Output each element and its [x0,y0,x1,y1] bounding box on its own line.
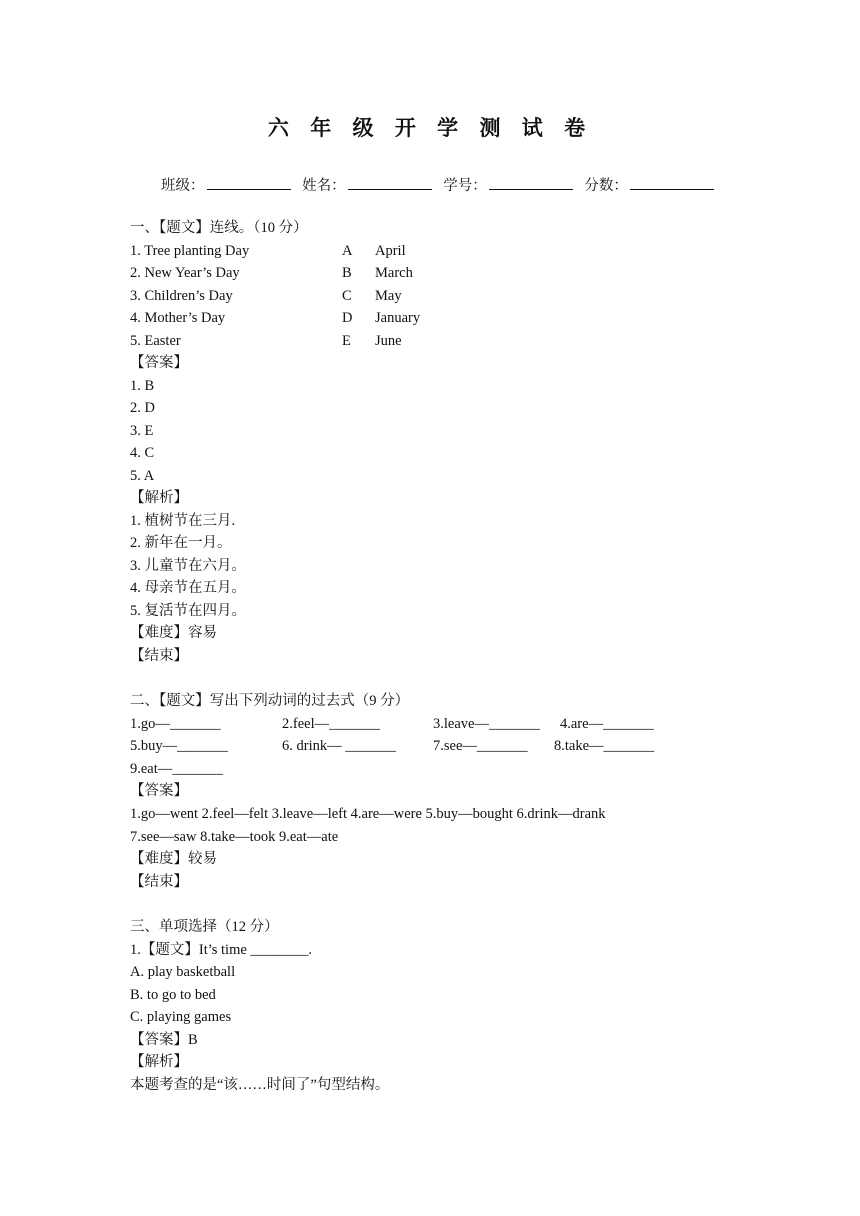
page-title: 六 年 级 开 学 测 试 卷 [267,116,593,140]
section2-answer-line2: 7.see—saw 8.take—took 9.eat—ate [130,829,339,845]
section2-answer-tag: 【答案】 [130,783,188,799]
match-right-1 [342,241,406,261]
verb-item-3: 3.leave—_______ [433,716,540,732]
section1-heading: 一、【题文】连线。（10 分） [130,220,308,236]
match-left-2: 2. New Year’s Day [130,265,240,281]
match-month: January [375,310,421,326]
verb-item-7: 7.see—_______ [433,738,528,754]
section2-heading: 二、【题文】写出下列动词的过去式（9 分） [130,693,410,709]
verb-item-1: 1.go—_______ [130,716,221,732]
match-letter: E [342,333,351,349]
verb-item-4: 4.are—_______ [560,716,654,732]
verb-item-2: 2.feel—_______ [282,716,380,732]
section1-answer-1: 1. B [130,378,155,394]
verb-item-9: 9.eat—_______ [130,761,224,777]
number-label: 学号： [443,178,487,194]
score-blank[interactable] [630,177,714,190]
section3-answer: 【答案】B [130,1032,198,1048]
match-right-4 [342,308,420,328]
section1-difficulty: 【难度】容易 [130,625,217,641]
match-month: April [375,243,406,259]
match-left-3: 3. Children’s Day [130,288,233,304]
section1-analysis-5: 5. 复活节在四月。 [130,603,246,619]
section3-analysis: 本题考查的是“该……时间了”句型结构。 [130,1077,390,1093]
section3-heading: 三、单项选择（12 分） [130,919,279,935]
verb-item-5: 5.buy—_______ [130,738,228,754]
section1-end: 【结束】 [130,648,188,664]
section2-difficulty: 【难度】较易 [130,851,217,867]
option-c: C. playing games [130,1009,232,1025]
match-left-4: 4. Mother’s Day [130,310,226,326]
option-a: A. play basketball [130,964,236,980]
section1-answer-3: 3. E [130,423,154,439]
verb-item-8: 8.take—_______ [554,738,655,754]
class-blank[interactable] [207,177,291,190]
class-label: 班级： [161,178,205,194]
match-left-5: 5. Easter [130,333,181,349]
section3-analysis-tag: 【解析】 [130,1054,188,1070]
match-month: June [375,333,402,349]
verb-item-6: 6. drink— _______ [282,738,396,754]
match-left-1: 1. Tree planting Day [130,243,250,259]
section1-analysis-tag: 【解析】 [130,490,188,506]
option-b: B. to go to bed [130,987,216,1003]
match-letter: C [342,288,352,304]
match-letter: D [342,310,353,326]
match-month: May [375,288,402,304]
number-blank[interactable] [489,177,573,190]
section1-answer-5: 5. A [130,468,155,484]
section1-answer-2: 2. D [130,400,155,416]
match-right-2 [342,263,413,283]
match-letter: B [342,265,352,281]
name-blank[interactable] [348,177,432,190]
match-letter: A [342,243,353,259]
match-right-5 [342,331,402,351]
section1-analysis-4: 4. 母亲节在五月。 [130,580,246,596]
section1-analysis-1: 1. 植树节在三月. [130,513,236,529]
section1-answer-4: 4. C [130,445,155,461]
section2-end: 【结束】 [130,874,188,890]
match-month: March [375,265,413,281]
section1-analysis-3: 3. 儿童节在六月。 [130,558,246,574]
section2-answer-line1: 1.go—went 2.feel—felt 3.leave—left 4.are—were 5.buy—bought 6.drink—drank [130,806,606,822]
match-right-3 [342,286,402,306]
name-label: 姓名： [302,178,346,194]
student-info-row [161,174,722,195]
section3-question-1: 1.【题文】It’s time ________. [130,942,313,958]
section1-analysis-2: 2. 新年在一月。 [130,535,232,551]
section1-answer-tag: 【答案】 [130,355,188,371]
score-label: 分数： [584,178,628,194]
